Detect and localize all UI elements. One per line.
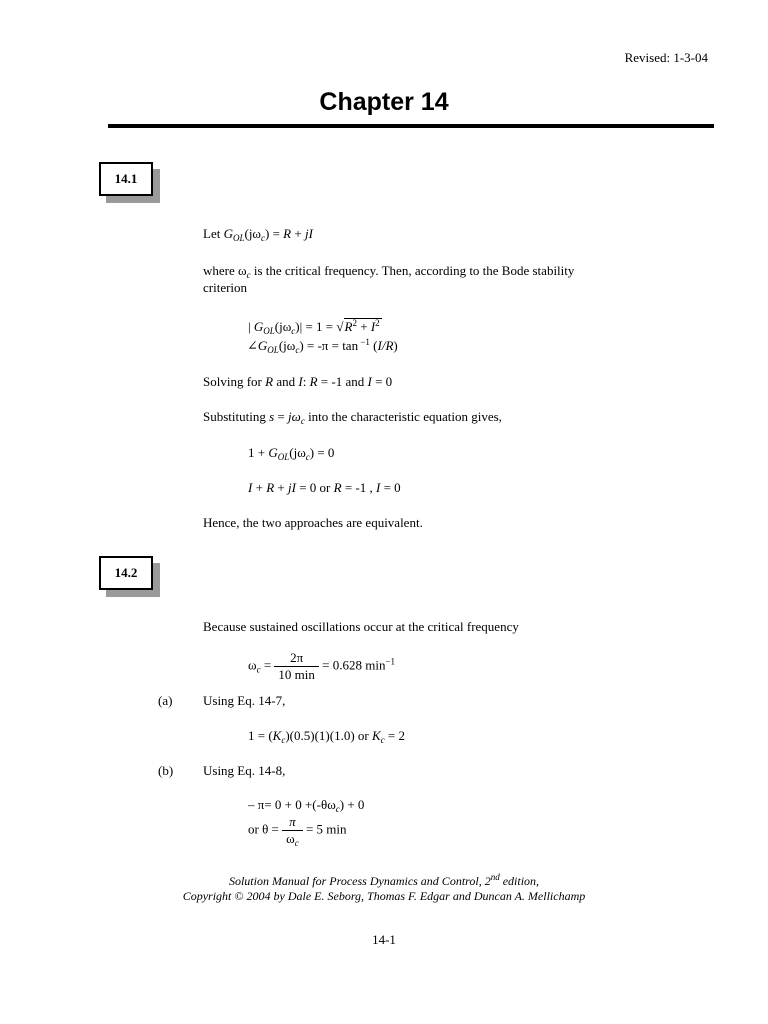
part-a-equation: $1 = (K_c)(0.5)(1)(1.0)$ or $K_c = 2$ <box>248 728 405 745</box>
fraction: $\frac{\pi}{\omega_c}$ <box>282 814 303 847</box>
magnitude-equation: | $G_{OL}(j\omega_c)| = 1 = √R^2 + I^2$ <box>248 318 380 336</box>
sqrt-radicand: $R^2 + I^2$ <box>344 318 380 334</box>
let-statement: Let $G_{OL}(j\omega_c) = R$ + jI <box>203 226 313 243</box>
part-b-result: or θ = $\frac{\pi}{\omega_c}$ = 5 min <box>248 814 347 848</box>
substituting-statement: Substituting $s = j\omega_c$ into the characteristic equation gives, <box>203 409 502 426</box>
part-b-equation: – $\pi= 0 + 0 +(-\theta\omega_c) + 0$ <box>248 797 365 814</box>
section-number: 14.1 <box>99 162 153 196</box>
conclusion-statement: Hence, the two approaches are equivalent. <box>203 515 423 530</box>
section-badge-14-2 <box>99 556 153 590</box>
characteristic-equation: $1 + G_{OL}(j\omega_c) = 0$ <box>248 445 335 462</box>
section-badge-14-1 <box>99 162 153 196</box>
chapter-title: Chapter 14 <box>319 88 449 116</box>
title-divider <box>108 124 714 128</box>
result-equation: I + R + jI = 0 or R = -1 , I = 0 <box>248 480 401 495</box>
part-b-label: (b) <box>158 763 174 778</box>
critical-frequency-equation: $\omega_c$ = $\frac{2\pi}{10 \min}$ = 0.628 $\min^{-1}$ <box>248 650 396 682</box>
part-a-label: (a) <box>158 693 173 708</box>
phase-equation: $\angle G_{OL}(j\omega_c) = -\pi = \tan ^{-1}$ (I/R) <box>247 337 398 355</box>
oscillation-statement: Because sustained oscillations occur at the critical frequency <box>203 619 519 634</box>
section-number: 14.2 <box>99 556 153 590</box>
criterion-word: criterion <box>203 280 248 295</box>
part-b-text: Using Eq. 14-8, <box>203 763 286 778</box>
page-number: 14-1 <box>372 932 396 947</box>
solving-statement: Solving for R and I: R = -1 and I = 0 <box>203 374 393 389</box>
footer-copyright: Copyright © 2004 by Dale E. Seborg, Thomas F. Edgar and Duncan A. Mellichamp <box>182 889 586 903</box>
footer-line-1: Solution Manual for Process Dynamics and Control, 2nd edition, <box>228 872 540 888</box>
fraction: $\frac{2\pi}{10 \min}$ <box>274 650 318 683</box>
sqrt-sign: √ <box>336 319 344 334</box>
where-statement: where $\omega_c$ is the critical frequency. Then, according to the Bode stability <box>203 263 575 280</box>
part-a-text: Using Eq. 14-7, <box>203 693 286 708</box>
revision-date: Revised: 1-3-04 <box>624 50 708 65</box>
